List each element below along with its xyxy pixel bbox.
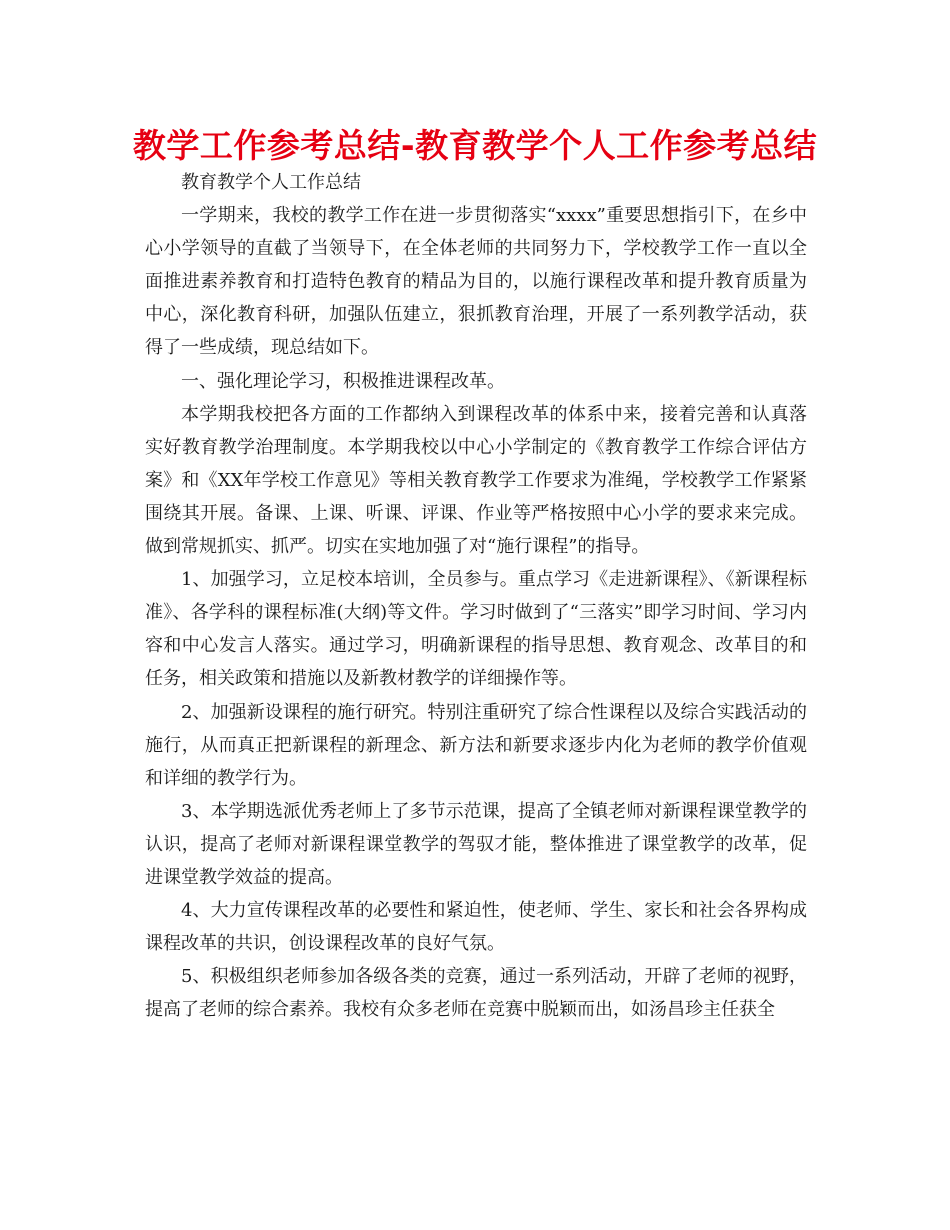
list-item-4: 4、大力宣传课程改革的必要性和紧迫性，使老师、学生、家长和社会各界构成课程改革的共识，创设课程改革的良好气氛。 xyxy=(145,900,807,955)
list-item-2: 2、加强新设课程的施行研究。特别注重研究了综合性课程以及综合实践活动的施行，从而真正把新课程的新理念、新方法和新要求逐步内化为老师的教学价值观和详细的教学行为。 xyxy=(145,701,807,789)
paragraph-subtitle: 教育教学个人工作总结 xyxy=(181,172,361,193)
paragraph: 本学期我校把各方面的工作都纳入到课程改革的体系中来，接着完善和认真落实好教育教学治理制度。本学期我校以中心小学制定的《教育教学工作综合评估方案》和《XX年学校工作意见》等相关教育教学工作要求为准绳，学校教学工作紧紧围绕其开展。备课、上课、听课、评课、作业等严格按照中心小学的要求来完成。做到常规抓实、抓严。切实在实地加强了对“施行课程”的指导。 xyxy=(145,403,807,558)
list-item-3: 3、本学期选派优秀老师上了多节示范课，提高了全镇老师对新课程课堂教学的认识，提高了老师对新课程课堂教学的驾驭才能，整体推进了课堂教学的改革，促进课堂教学效益的提高。 xyxy=(145,800,807,888)
document-title: 教学工作参考总结-教育教学个人工作参考总结 xyxy=(132,126,818,165)
document-body xyxy=(145,166,807,1026)
paragraph-intro: 一学期来，我校的教学工作在进一步贯彻落实“xxxx”重要思想指引下，在乡中心小学领导的直截了当领导下，在全体老师的共同努力下，学校教学工作一直以全面推进素养教育和打造特色教育的精品为目的，以施行课程改革和提升教育质量为中心，深化教育科研，加强队伍建立，狠抓教育治理，开展了一系列教学活动，获得了一些成绩，现总结如下。 xyxy=(145,205,807,359)
section-heading-1: 一、强化理论学习，积极推进课程改革。 xyxy=(181,370,505,392)
list-item-1: 1、加强学习，立足校本培训，全员参与。重点学习《走进新课程》、《新课程标准》、各学科的课程标准(大纲)等文件。学习时做到了“三落实”即学习时间、学习内容和中心发言人落实。通过学习，明确新课程的指导思想、教育观念、改革目的和任务，相关政策和措施以及新教材教学的详细操作等。 xyxy=(145,569,807,690)
list-item-5: 5、积极组织老师参加各级各类的竞赛，通过一系列活动，开辟了老师的视野，提高了老师的综合素养。我校有众多老师在竞赛中脱颖而出，如汤昌珍主任获全 xyxy=(145,966,807,1021)
